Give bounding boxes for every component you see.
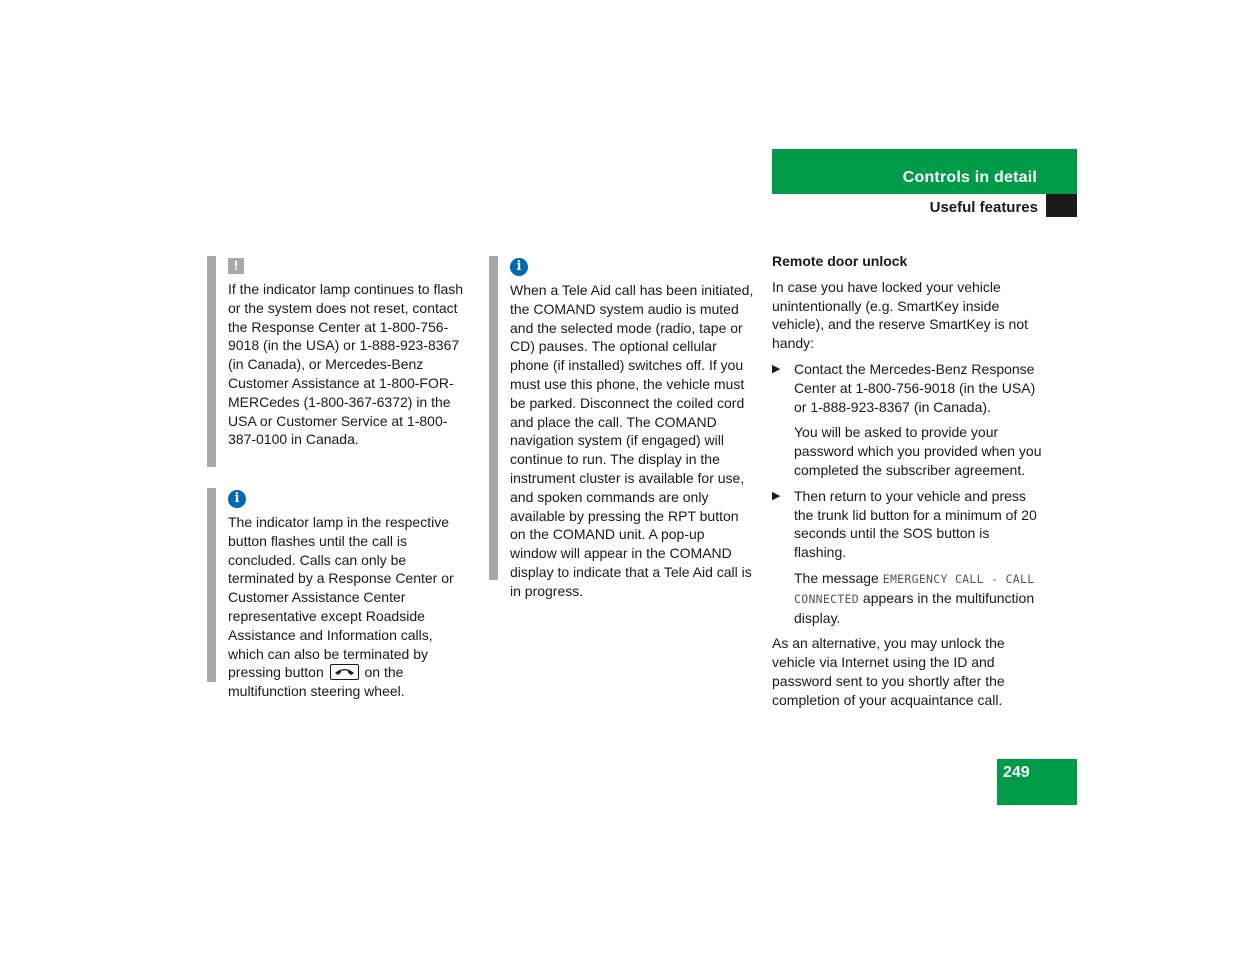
page-number-box (997, 759, 1077, 805)
info-note-tele-aid (489, 256, 754, 599)
warning-note (207, 256, 472, 467)
step-contact-response-center (772, 360, 1042, 416)
page-number: 249 (1003, 764, 1030, 781)
info-note-indicator-lamp (207, 488, 472, 700)
section-title: Controls in detail (902, 169, 1037, 186)
step-1-text: Contact the Mercedes-Benz Response Center at 1-800-756-9018 (in the USA) or 1-888-923-8367 (in Canada). (794, 360, 1036, 415)
remote-unlock-intro: In case you have locked your vehicle unintentionally (e.g. SmartKey inside vehicle), and the reserve SmartKey is not handy: (772, 278, 1029, 352)
message-after: appears in the multifunction display. (794, 589, 1035, 626)
internet-unlock-alternative: As an alternative, you may unlock the vehicle via Internet using the ID and password sent to you shortly after the completion of your acquaintance call. (772, 635, 1005, 708)
info-note-2-text: When a Tele Aid call has been initiated, the COMAND system audio is muted and the selected mode (radio, tape or CD) pauses. The optional cellular phone (if installed) switches off. If you must use this phone, the vehicle must be parked. Disconnect the coiled cord and place the call. The COMAND navigation system (if engaged) will continue to run. The display in the instrument cluster is available for use, and spoken commands are only available by pressing the RPT button on the COMAND unit. A pop-up window will appear in the COMAND display to indicate that a Tele Aid call is in progress. (510, 282, 754, 599)
info-note-1-text-after: on the multifunction steering wheel. (228, 664, 405, 700)
warning-note-text: If the indicator lamp continues to flash or the system does not reset, contact the Response Center at 1-800-756-9018 (in the USA) or 1-888-923-8367 (in Canada), or Mercedes-Benz Customer Assistance at 1-800-FOR-MERCedes (1-800-367-6372) in the USA or Customer Service at 1-800-387-0100 in Canada. (228, 281, 464, 448)
message-before: The message (794, 569, 879, 586)
info-icon: i (510, 258, 528, 276)
phone-hangup-icon (330, 664, 359, 680)
info-icon: i (228, 490, 246, 508)
step-2-text: Then return to your vehicle and press the trunk lid button for a minimum of 20 seconds until the SOS button is flashing. (794, 487, 1037, 561)
info-note-1-text (228, 513, 472, 701)
subsection-title: Useful features (929, 199, 1038, 216)
display-message: EMERGENCY CALL - CALL CONNECTED (794, 571, 1035, 606)
warning-icon: ! (228, 258, 244, 274)
section-header-band (772, 149, 1077, 194)
display-message-note (772, 569, 1042, 627)
remote-door-unlock-heading: Remote door unlock (772, 253, 908, 269)
info-note-1-text-before: The indicator lamp in the respective button flashes until the call is concluded. Calls can only be terminated by a Response Center or Customer Assistance Center representative except Roadside Assistance and Information calls, which can also be terminated by pressing button (228, 514, 454, 681)
bullet-arrow-icon: ▶ (772, 489, 781, 502)
thumb-tab-marker (1046, 194, 1077, 217)
bullet-arrow-icon: ▶ (772, 362, 781, 375)
step-1-note: You will be asked to provide your password which you provided when you completed the subscriber agreement. (794, 424, 1042, 478)
remote-door-unlock-section (772, 252, 1042, 717)
step-press-trunk-button (772, 487, 1042, 562)
